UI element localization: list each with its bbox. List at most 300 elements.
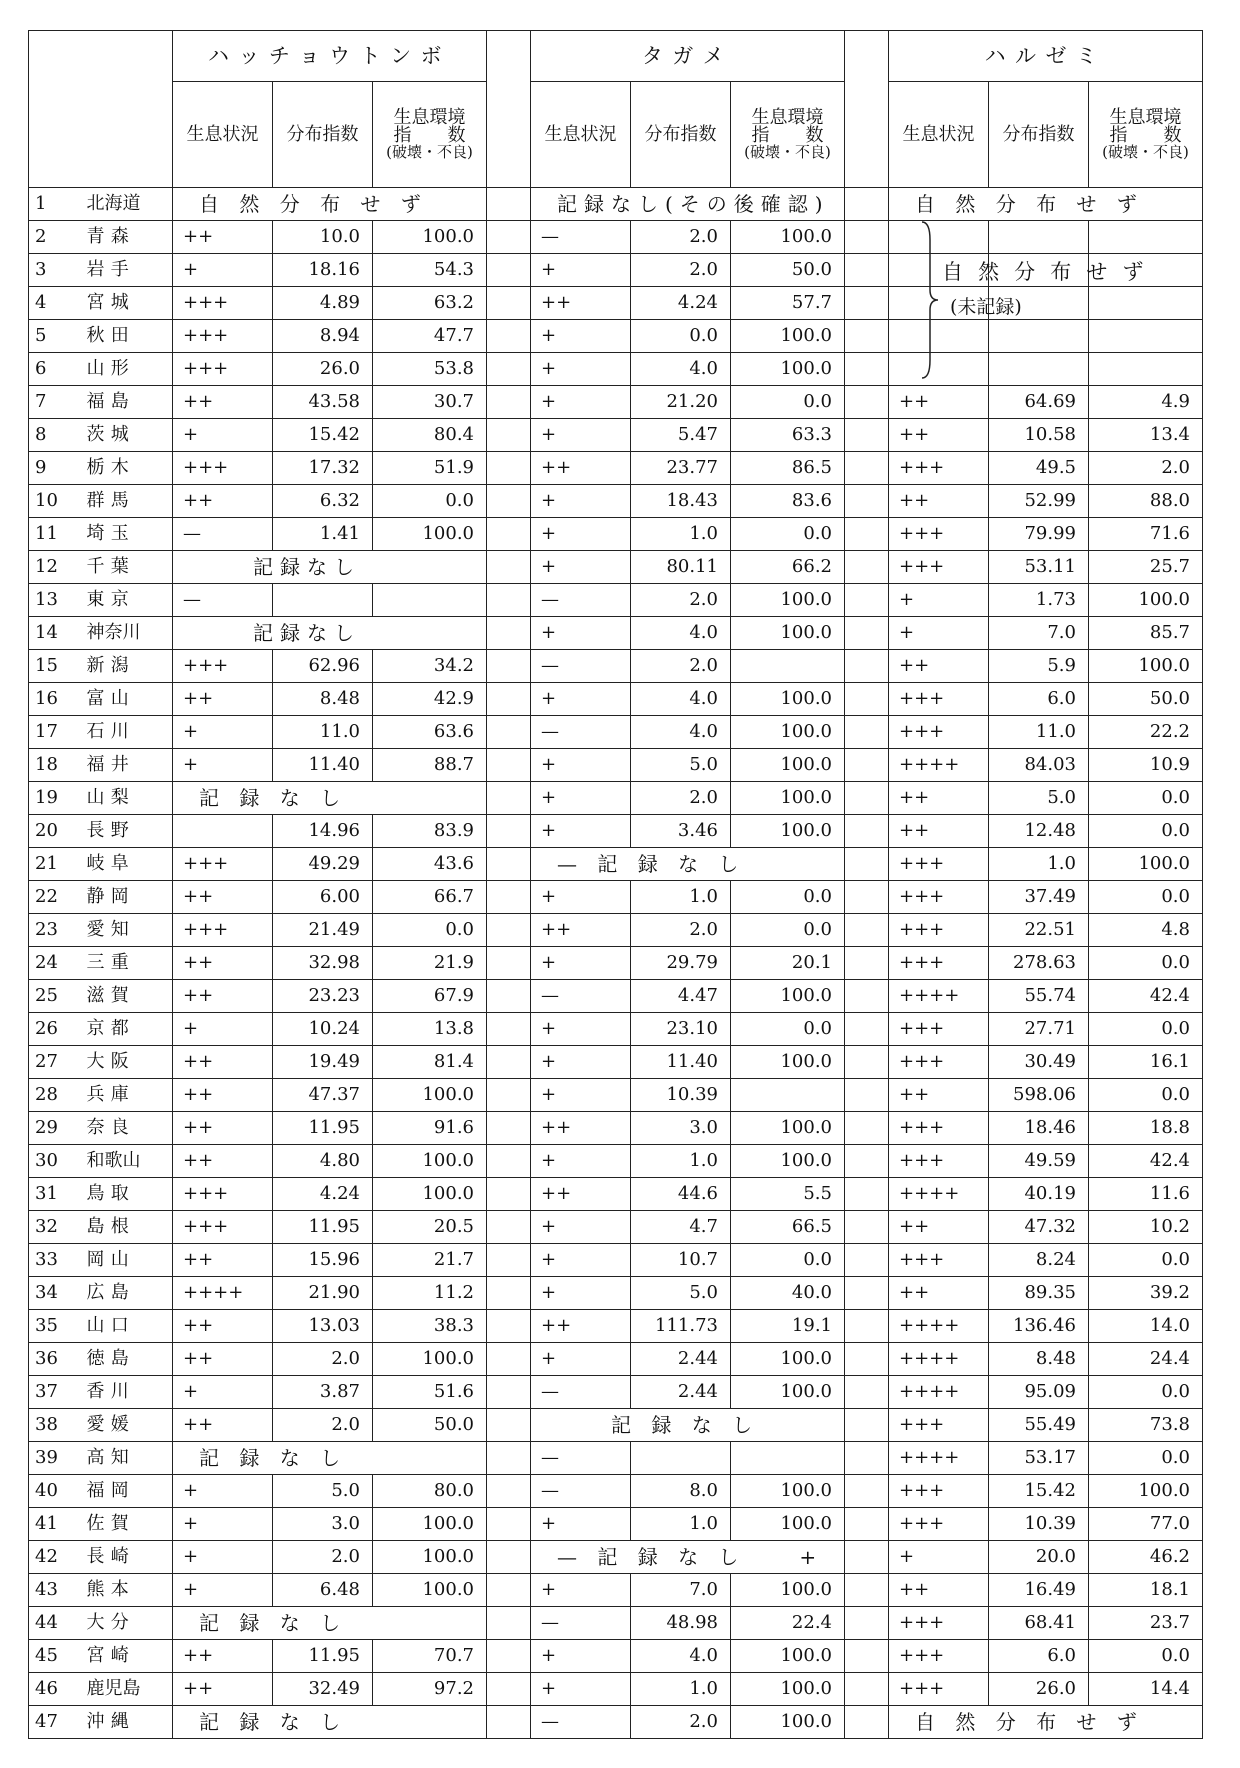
spacer-column bbox=[845, 1244, 889, 1277]
spacer-column bbox=[487, 1376, 531, 1409]
habitat-index-cell: 63.3 bbox=[731, 419, 845, 452]
distribution-index-cell: 29.79 bbox=[631, 947, 731, 980]
col-env-line2: 指 数 bbox=[393, 125, 466, 146]
habitat-index-cell: 19.1 bbox=[731, 1310, 845, 1343]
habitat-index-cell: 47.7 bbox=[373, 320, 487, 353]
habitat-index-cell: 100.0 bbox=[373, 1145, 487, 1178]
record-note: 自 然 分 布 せ ず bbox=[173, 188, 487, 221]
distribution-index-cell: 64.69 bbox=[989, 386, 1089, 419]
distribution-index-cell: 2.44 bbox=[631, 1343, 731, 1376]
distribution-index-cell: 10.39 bbox=[631, 1079, 731, 1112]
status-cell: + bbox=[173, 1376, 273, 1409]
spacer-column bbox=[845, 1475, 889, 1508]
status-cell: +++ bbox=[889, 452, 989, 485]
habitat-index-cell: 100.0 bbox=[731, 1046, 845, 1079]
distribution-index-cell: 23.10 bbox=[631, 1013, 731, 1046]
habitat-index-cell: 22.4 bbox=[731, 1607, 845, 1640]
prefecture-name: 愛媛 bbox=[83, 1409, 173, 1442]
habitat-index-cell: 22.2 bbox=[1089, 716, 1203, 749]
habitat-index-cell: 0.0 bbox=[373, 485, 487, 518]
habitat-index-cell: 14.4 bbox=[1089, 1673, 1203, 1706]
status-cell: ++ bbox=[889, 386, 989, 419]
distribution-index-cell: 10.39 bbox=[989, 1508, 1089, 1541]
distribution-index-cell: 5.9 bbox=[989, 650, 1089, 683]
distribution-index-cell: 21.90 bbox=[273, 1277, 373, 1310]
table-row bbox=[29, 1574, 1203, 1607]
spacer-column bbox=[845, 518, 889, 551]
habitat-index-cell: 97.2 bbox=[373, 1673, 487, 1706]
prefecture-number: 5 bbox=[29, 320, 83, 353]
habitat-index-cell: 51.9 bbox=[373, 452, 487, 485]
distribution-index-cell: 52.99 bbox=[989, 485, 1089, 518]
status-cell: ++ bbox=[531, 452, 631, 485]
status-cell: + bbox=[173, 749, 273, 782]
record-note: 記 録 な し bbox=[173, 782, 487, 815]
table-row bbox=[29, 617, 1203, 650]
col-env-line3: (破壊・不良) bbox=[744, 143, 831, 161]
status-cell: + bbox=[531, 1079, 631, 1112]
distribution-index-cell: 4.47 bbox=[631, 980, 731, 1013]
prefecture-number: 35 bbox=[29, 1310, 83, 1343]
distribution-index-cell: 21.20 bbox=[631, 386, 731, 419]
record-note: 自 然 分 布 せ ず bbox=[889, 188, 1203, 221]
spacer-column bbox=[845, 452, 889, 485]
status-cell: +++ bbox=[889, 1673, 989, 1706]
spacer-column bbox=[487, 980, 531, 1013]
prefecture-name: 滋賀 bbox=[83, 980, 173, 1013]
distribution-index-cell: 55.74 bbox=[989, 980, 1089, 1013]
status-cell: + bbox=[531, 782, 631, 815]
habitat-index-cell: 91.6 bbox=[373, 1112, 487, 1145]
spacer-column bbox=[845, 1079, 889, 1112]
col-status: 生息状況 bbox=[173, 82, 273, 188]
spacer-column bbox=[487, 31, 531, 188]
distribution-index-cell: 55.49 bbox=[989, 1409, 1089, 1442]
prefecture-number: 39 bbox=[29, 1442, 83, 1475]
habitat-index-cell bbox=[373, 584, 487, 617]
distribution-index-cell: 2.0 bbox=[631, 221, 731, 254]
status-cell: +++ bbox=[889, 1409, 989, 1442]
distribution-index-cell: 13.03 bbox=[273, 1310, 373, 1343]
habitat-index-cell: 100.0 bbox=[731, 749, 845, 782]
spacer-column bbox=[845, 1211, 889, 1244]
status-cell: ++ bbox=[173, 1112, 273, 1145]
table-row bbox=[29, 782, 1203, 815]
habitat-index-cell: 100.0 bbox=[731, 1574, 845, 1607]
status-cell: ++ bbox=[531, 1310, 631, 1343]
habitat-index-cell: 100.0 bbox=[731, 1343, 845, 1376]
prefecture-number: 36 bbox=[29, 1343, 83, 1376]
distribution-index-cell: 18.16 bbox=[273, 254, 373, 287]
habitat-index-cell: 4.9 bbox=[1089, 386, 1203, 419]
habitat-index-cell: 0.0 bbox=[1089, 1244, 1203, 1277]
prefecture-name: 山梨 bbox=[83, 782, 173, 815]
habitat-index-cell: 71.6 bbox=[1089, 518, 1203, 551]
habitat-index-cell: 100.0 bbox=[731, 782, 845, 815]
prefecture-number: 24 bbox=[29, 947, 83, 980]
prefecture-name: 島根 bbox=[83, 1211, 173, 1244]
distribution-index-cell: 26.0 bbox=[989, 1673, 1089, 1706]
spacer-column bbox=[487, 1706, 531, 1739]
spacer-column bbox=[845, 1574, 889, 1607]
distribution-index-cell: 8.48 bbox=[989, 1343, 1089, 1376]
status-cell: ++ bbox=[889, 650, 989, 683]
habitat-index-cell: 100.0 bbox=[731, 815, 845, 848]
prefecture-number: 6 bbox=[29, 353, 83, 386]
distribution-index-cell: 7.0 bbox=[989, 617, 1089, 650]
distribution-index-cell: 30.49 bbox=[989, 1046, 1089, 1079]
habitat-index-cell: 25.7 bbox=[1089, 551, 1203, 584]
distribution-index-cell: 21.49 bbox=[273, 914, 373, 947]
table-row bbox=[29, 881, 1203, 914]
habitat-index-cell: 0.0 bbox=[1089, 1640, 1203, 1673]
prefecture-number: 47 bbox=[29, 1706, 83, 1739]
table-row bbox=[29, 1409, 1203, 1442]
distribution-index-cell: 4.80 bbox=[273, 1145, 373, 1178]
distribution-index-cell: 40.19 bbox=[989, 1178, 1089, 1211]
spacer-column bbox=[487, 1079, 531, 1112]
spacer-column bbox=[845, 1640, 889, 1673]
habitat-index-cell: 51.6 bbox=[373, 1376, 487, 1409]
habitat-index-cell: 66.2 bbox=[731, 551, 845, 584]
distribution-index-cell: 10.0 bbox=[273, 221, 373, 254]
spacer-column bbox=[487, 716, 531, 749]
distribution-index-cell: 4.7 bbox=[631, 1211, 731, 1244]
distribution-index-cell: 2.0 bbox=[631, 1706, 731, 1739]
status-cell: + bbox=[531, 1574, 631, 1607]
distribution-index-cell: 27.71 bbox=[989, 1013, 1089, 1046]
distribution-index-cell: 278.63 bbox=[989, 947, 1089, 980]
habitat-index-cell: 100.0 bbox=[373, 1574, 487, 1607]
prefecture-name: 福島 bbox=[83, 386, 173, 419]
column-header-row bbox=[29, 82, 1203, 188]
status-cell: +++ bbox=[889, 1145, 989, 1178]
spacer-column bbox=[845, 1508, 889, 1541]
habitat-index-cell: 100.0 bbox=[731, 221, 845, 254]
habitat-index-cell: 0.0 bbox=[731, 881, 845, 914]
prefecture-number: 1 bbox=[29, 188, 83, 221]
status-cell: + bbox=[889, 584, 989, 617]
distribution-index-cell: 15.42 bbox=[273, 419, 373, 452]
table-row bbox=[29, 716, 1203, 749]
spacer-column bbox=[487, 188, 531, 221]
distribution-index-cell: 5.0 bbox=[989, 782, 1089, 815]
distribution-index-cell: 12.48 bbox=[989, 815, 1089, 848]
status-cell: +++ bbox=[889, 1475, 989, 1508]
distribution-index-cell: 1.0 bbox=[631, 1145, 731, 1178]
status-cell: ++ bbox=[531, 914, 631, 947]
spacer-column bbox=[845, 1145, 889, 1178]
distribution-index-cell: 11.0 bbox=[273, 716, 373, 749]
spacer-column bbox=[845, 947, 889, 980]
status-cell: + bbox=[531, 1244, 631, 1277]
prefecture-name: 千葉 bbox=[83, 551, 173, 584]
habitat-index-cell: 21.9 bbox=[373, 947, 487, 980]
prefecture-number: 17 bbox=[29, 716, 83, 749]
distribution-index-cell: 10.58 bbox=[989, 419, 1089, 452]
spacer-column bbox=[487, 320, 531, 353]
table-row bbox=[29, 1475, 1203, 1508]
brace-icon bbox=[920, 220, 940, 380]
distribution-index-cell: 136.46 bbox=[989, 1310, 1089, 1343]
habitat-index-cell: 100.0 bbox=[1089, 848, 1203, 881]
habitat-index-cell: 18.1 bbox=[1089, 1574, 1203, 1607]
table-row bbox=[29, 1211, 1203, 1244]
prefecture-name: 香川 bbox=[83, 1376, 173, 1409]
prefecture-number: 40 bbox=[29, 1475, 83, 1508]
habitat-index-cell: 73.8 bbox=[1089, 1409, 1203, 1442]
table-row bbox=[29, 1673, 1203, 1706]
prefecture-name: 広島 bbox=[83, 1277, 173, 1310]
habitat-index-cell: 0.0 bbox=[1089, 815, 1203, 848]
status-cell: + bbox=[531, 386, 631, 419]
status-cell: + bbox=[531, 518, 631, 551]
prefecture-number: 7 bbox=[29, 386, 83, 419]
status-cell: ++++ bbox=[889, 1178, 989, 1211]
spacer-column bbox=[845, 1673, 889, 1706]
spacer-column bbox=[845, 1376, 889, 1409]
habitat-index-cell: 50.0 bbox=[731, 254, 845, 287]
table-row bbox=[29, 1079, 1203, 1112]
prefecture-number: 16 bbox=[29, 683, 83, 716]
status-cell: — bbox=[531, 584, 631, 617]
record-note: 記 録 な し bbox=[173, 1442, 487, 1475]
prefecture-number: 12 bbox=[29, 551, 83, 584]
habitat-index-cell: 30.7 bbox=[373, 386, 487, 419]
spacer-column bbox=[487, 353, 531, 386]
habitat-index-cell: 83.9 bbox=[373, 815, 487, 848]
distribution-index-cell: 1.0 bbox=[631, 518, 731, 551]
habitat-index-cell: 100.0 bbox=[731, 1640, 845, 1673]
distribution-index-cell: 5.0 bbox=[273, 1475, 373, 1508]
status-cell: ++++ bbox=[889, 1310, 989, 1343]
status-cell: +++ bbox=[173, 353, 273, 386]
habitat-index-cell: 0.0 bbox=[1089, 1442, 1203, 1475]
status-cell: + bbox=[531, 617, 631, 650]
prefecture-name: 大阪 bbox=[83, 1046, 173, 1079]
spacer-column bbox=[845, 683, 889, 716]
status-cell: — bbox=[531, 1376, 631, 1409]
distribution-index-cell: 20.0 bbox=[989, 1541, 1089, 1574]
habitat-index-cell: 100.0 bbox=[731, 353, 845, 386]
prefecture-number: 31 bbox=[29, 1178, 83, 1211]
prefecture-number: 42 bbox=[29, 1541, 83, 1574]
spacer-column bbox=[487, 386, 531, 419]
distribution-index-cell: 16.49 bbox=[989, 1574, 1089, 1607]
status-cell: ++ bbox=[889, 782, 989, 815]
spacer-column bbox=[845, 1607, 889, 1640]
prefecture-name: 沖縄 bbox=[83, 1706, 173, 1739]
table-row bbox=[29, 1541, 1203, 1574]
spacer-column bbox=[487, 221, 531, 254]
habitat-index-cell: 57.7 bbox=[731, 287, 845, 320]
distribution-index-cell: 6.48 bbox=[273, 1574, 373, 1607]
spacer-column bbox=[487, 452, 531, 485]
habitat-index-cell: 100.0 bbox=[1089, 650, 1203, 683]
habitat-index-cell: 63.2 bbox=[373, 287, 487, 320]
status-cell: + bbox=[889, 1541, 989, 1574]
habitat-index-cell: 100.0 bbox=[373, 221, 487, 254]
habitat-index-cell: 20.1 bbox=[731, 947, 845, 980]
habitat-index-cell bbox=[731, 1442, 845, 1475]
prefecture-number: 22 bbox=[29, 881, 83, 914]
habitat-index-cell: 0.0 bbox=[731, 518, 845, 551]
status-cell: +++ bbox=[889, 914, 989, 947]
distribution-index-cell: 68.41 bbox=[989, 1607, 1089, 1640]
distribution-index-cell: 10.24 bbox=[273, 1013, 373, 1046]
distribution-index-cell: 4.0 bbox=[631, 683, 731, 716]
spacer-column bbox=[845, 1409, 889, 1442]
spacer-column bbox=[487, 650, 531, 683]
table-row bbox=[29, 815, 1203, 848]
distribution-index-cell: 15.96 bbox=[273, 1244, 373, 1277]
distribution-index-cell: 598.06 bbox=[989, 1079, 1089, 1112]
prefecture-number: 46 bbox=[29, 1673, 83, 1706]
status-cell: +++ bbox=[889, 551, 989, 584]
brace-subnote: (未記録) bbox=[950, 296, 1022, 318]
habitat-index-cell: 83.6 bbox=[731, 485, 845, 518]
distribution-index-cell: 4.0 bbox=[631, 1640, 731, 1673]
distribution-index-cell: 11.95 bbox=[273, 1112, 373, 1145]
prefecture-number: 27 bbox=[29, 1046, 83, 1079]
habitat-index-cell: 70.7 bbox=[373, 1640, 487, 1673]
col-env-line1: 生息環境 bbox=[1109, 107, 1182, 128]
prefecture-number: 34 bbox=[29, 1277, 83, 1310]
status-cell: + bbox=[531, 1013, 631, 1046]
prefecture-number: 11 bbox=[29, 518, 83, 551]
table-row bbox=[29, 1112, 1203, 1145]
spacer-column bbox=[845, 353, 889, 386]
status-cell: ++++ bbox=[889, 980, 989, 1013]
status-cell: ++ bbox=[889, 1211, 989, 1244]
status-cell: +++ bbox=[889, 1046, 989, 1079]
status-cell: ++ bbox=[173, 1310, 273, 1343]
habitat-index-cell: 13.4 bbox=[1089, 419, 1203, 452]
prefecture-number: 25 bbox=[29, 980, 83, 1013]
habitat-index-cell: 100.0 bbox=[731, 320, 845, 353]
distribution-index-cell: 11.40 bbox=[273, 749, 373, 782]
table-row bbox=[29, 1277, 1203, 1310]
status-cell: +++ bbox=[173, 1178, 273, 1211]
distribution-index-cell: 4.24 bbox=[631, 287, 731, 320]
spacer-column bbox=[487, 1607, 531, 1640]
prefecture-number: 2 bbox=[29, 221, 83, 254]
habitat-index-cell: 0.0 bbox=[373, 914, 487, 947]
habitat-index-cell: 0.0 bbox=[1089, 1376, 1203, 1409]
table-row bbox=[29, 1442, 1203, 1475]
distribution-index-cell: 7.0 bbox=[631, 1574, 731, 1607]
spacer-column bbox=[845, 584, 889, 617]
habitat-index-cell: 50.0 bbox=[373, 1409, 487, 1442]
habitat-index-cell: 67.9 bbox=[373, 980, 487, 1013]
spacer-column bbox=[845, 1046, 889, 1079]
distribution-index-cell: 2.0 bbox=[273, 1409, 373, 1442]
status-cell: ++ bbox=[531, 1112, 631, 1145]
habitat-index-cell: 100.0 bbox=[731, 617, 845, 650]
spacer-column bbox=[487, 683, 531, 716]
record-note: 記 録 な し bbox=[531, 1409, 845, 1442]
table-row bbox=[29, 1178, 1203, 1211]
distribution-index-cell: 1.0 bbox=[631, 1508, 731, 1541]
status-cell: + bbox=[531, 485, 631, 518]
habitat-index-cell: 86.5 bbox=[731, 452, 845, 485]
distribution-index-cell: 84.03 bbox=[989, 749, 1089, 782]
status-cell: — bbox=[531, 221, 631, 254]
distribution-index-cell: 8.24 bbox=[989, 1244, 1089, 1277]
spacer-column bbox=[487, 1112, 531, 1145]
col-env bbox=[1089, 82, 1203, 188]
spacer-column bbox=[845, 617, 889, 650]
prefecture-name: 青森 bbox=[83, 221, 173, 254]
col-env-line2: 指 数 bbox=[1109, 125, 1182, 146]
table-wrapper bbox=[28, 30, 1203, 1739]
prefecture-name: 富山 bbox=[83, 683, 173, 716]
distribution-index-cell: 18.43 bbox=[631, 485, 731, 518]
status-cell: +++ bbox=[889, 1508, 989, 1541]
status-cell: + bbox=[531, 1508, 631, 1541]
species-header-row bbox=[29, 31, 1203, 82]
prefecture-number: 14 bbox=[29, 617, 83, 650]
spacer-column bbox=[487, 914, 531, 947]
status-cell: + bbox=[531, 815, 631, 848]
table-row bbox=[29, 584, 1203, 617]
habitat-index-cell: 100.0 bbox=[731, 1145, 845, 1178]
distribution-index-cell: 5.0 bbox=[631, 1277, 731, 1310]
distribution-index-cell: 3.0 bbox=[631, 1112, 731, 1145]
habitat-index-cell: 23.7 bbox=[1089, 1607, 1203, 1640]
habitat-index-cell: 0.0 bbox=[1089, 947, 1203, 980]
distribution-index-cell: 43.58 bbox=[273, 386, 373, 419]
status-cell: +++ bbox=[173, 452, 273, 485]
distribution-index-cell bbox=[631, 1442, 731, 1475]
prefecture-name: 徳島 bbox=[83, 1343, 173, 1376]
table-row bbox=[29, 1145, 1203, 1178]
status-cell: — bbox=[531, 980, 631, 1013]
habitat-index-cell: 88.0 bbox=[1089, 485, 1203, 518]
spacer-column bbox=[487, 1541, 531, 1574]
prefecture-name: 福岡 bbox=[83, 1475, 173, 1508]
prefecture-name: 愛知 bbox=[83, 914, 173, 947]
status-cell: + bbox=[531, 419, 631, 452]
distribution-index-cell: 37.49 bbox=[989, 881, 1089, 914]
spacer-column bbox=[845, 485, 889, 518]
status-cell: ++ bbox=[173, 980, 273, 1013]
spacer-column bbox=[845, 1277, 889, 1310]
col-index: 分布指数 bbox=[631, 82, 731, 188]
habitat-index-cell: 10.9 bbox=[1089, 749, 1203, 782]
record-note: — 記 録 な し + bbox=[531, 1541, 845, 1574]
table-row bbox=[29, 188, 1203, 221]
prefecture-number: 37 bbox=[29, 1376, 83, 1409]
spacer-column bbox=[487, 881, 531, 914]
status-cell: — bbox=[173, 518, 273, 551]
distribution-index-cell: 111.73 bbox=[631, 1310, 731, 1343]
status-cell: + bbox=[173, 716, 273, 749]
record-note: 記録なし bbox=[173, 617, 487, 650]
status-cell: ++ bbox=[173, 1343, 273, 1376]
spacer-column bbox=[845, 188, 889, 221]
col-env-line1: 生息環境 bbox=[751, 107, 824, 128]
prefecture-number: 9 bbox=[29, 452, 83, 485]
status-cell: +++ bbox=[889, 1112, 989, 1145]
spacer-column bbox=[845, 881, 889, 914]
status-cell: + bbox=[531, 1640, 631, 1673]
status-cell: ++ bbox=[889, 1574, 989, 1607]
habitat-index-cell: 0.0 bbox=[1089, 1013, 1203, 1046]
prefecture-name: 石川 bbox=[83, 716, 173, 749]
status-cell: +++ bbox=[889, 947, 989, 980]
spacer-column bbox=[487, 551, 531, 584]
